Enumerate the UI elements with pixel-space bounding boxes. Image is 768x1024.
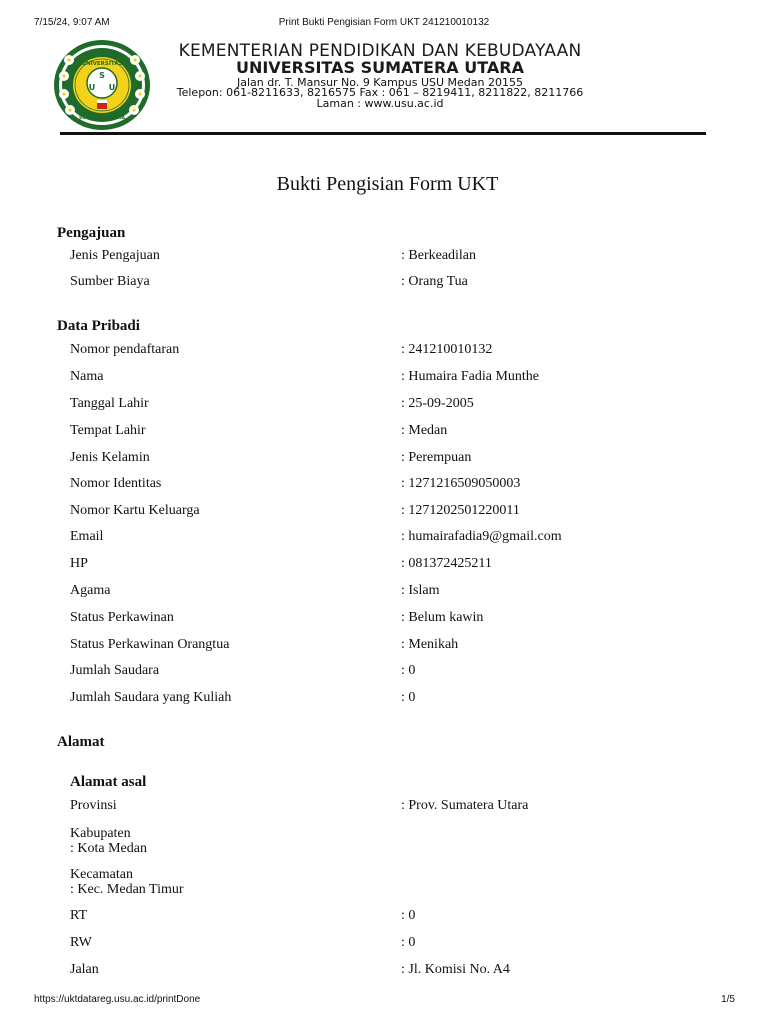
svg-text:U: U — [108, 83, 116, 92]
field-label: Kabupaten — [70, 826, 131, 841]
section-heading-alamat: Alamat — [57, 734, 105, 750]
university-phone: Telepon: 061-8211633, 8216575 Fax : 061 – 8219411, 8211822, 8211766 — [176, 86, 584, 99]
print-datetime: 7/15/24, 9:07 AM — [34, 17, 110, 28]
field-row — [70, 248, 690, 266]
field-row — [70, 529, 690, 547]
field-value: : 0 — [401, 663, 415, 679]
field-value: : Kec. Medan Timur — [70, 882, 184, 897]
field-row-kecamatan — [70, 867, 184, 897]
field-value: : 0 — [401, 935, 415, 951]
field-row — [70, 610, 690, 628]
field-label: Status Perkawinan — [70, 610, 174, 625]
university-seal-logo — [52, 38, 152, 132]
field-value: : Belum kawin — [401, 610, 483, 626]
field-row-rw — [70, 935, 690, 953]
svg-text:U: U — [88, 83, 96, 92]
field-value: : 1271202501220011 — [401, 503, 520, 519]
field-label: Nomor Kartu Keluarga — [70, 503, 200, 518]
field-row — [70, 274, 690, 292]
field-value: : 1271216509050003 — [401, 476, 520, 492]
field-value: : 25-09-2005 — [401, 396, 474, 412]
field-row — [70, 503, 690, 521]
field-label: Status Perkawinan Orangtua — [70, 637, 230, 652]
university-address: Jalan dr. T. Mansur No. 9 Kampus USU Medan 20155 — [236, 76, 523, 89]
svg-text:S: S — [99, 71, 105, 80]
field-row-jalan — [70, 962, 690, 980]
field-label: Nomor pendaftaran — [70, 342, 180, 357]
university-website: Laman : www.usu.ac.id — [316, 97, 444, 110]
field-value: : Berkeadilan — [401, 248, 476, 264]
field-label: Nama — [70, 369, 104, 384]
field-row — [70, 342, 690, 360]
field-value: : 241210010132 — [401, 342, 492, 358]
field-row — [70, 690, 690, 708]
field-value: : Orang Tua — [401, 274, 468, 290]
field-label: Jalan — [70, 962, 99, 977]
field-row — [70, 583, 690, 601]
field-value: : 0 — [401, 908, 415, 924]
field-value: : 081372425211 — [401, 556, 492, 572]
field-row — [70, 423, 690, 441]
field-label: HP — [70, 556, 88, 571]
field-label: Provinsi — [70, 798, 117, 813]
letterhead-divider — [60, 132, 706, 135]
field-row — [70, 637, 690, 655]
field-row — [70, 556, 690, 574]
field-label: Agama — [70, 583, 111, 598]
field-value: : Humaira Fadia Munthe — [401, 369, 539, 385]
field-row — [70, 369, 690, 387]
field-value: : Prov. Sumatera Utara — [401, 798, 528, 814]
field-value: : Menikah — [401, 637, 458, 653]
field-value: : 0 — [401, 690, 415, 706]
field-label: Sumber Biaya — [70, 274, 150, 289]
field-label: Jenis Kelamin — [70, 450, 150, 465]
svg-text:SUMATERA UTARA: SUMATERA UTARA — [79, 116, 125, 121]
field-label: Email — [70, 529, 104, 544]
field-label: Tempat Lahir — [70, 423, 146, 438]
field-row — [70, 663, 690, 681]
field-row-provinsi — [70, 798, 690, 816]
field-value: : humairafadia9@gmail.com — [401, 529, 562, 545]
field-row-kabupaten — [70, 826, 147, 856]
print-footer — [0, 994, 768, 1008]
field-label: Jumlah Saudara yang Kuliah — [70, 690, 232, 705]
field-label: RW — [70, 935, 92, 950]
print-url: https://uktdatareg.usu.ac.id/printDone — [34, 994, 201, 1005]
print-header — [0, 17, 768, 31]
print-page-title: Print Bukti Pengisian Form UKT 241210010132 — [278, 17, 490, 28]
field-value: : Jl. Komisi No. A4 — [401, 962, 510, 978]
field-label: Kecamatan — [70, 867, 133, 882]
field-row — [70, 476, 690, 494]
field-row-rt — [70, 908, 690, 926]
field-row — [70, 396, 690, 414]
svg-text:UNIVERSITAS: UNIVERSITAS — [81, 61, 123, 67]
ministry-name: KEMENTERIAN PENDIDIKAN DAN KEBUDAYAAN — [178, 41, 582, 61]
field-label: RT — [70, 908, 88, 923]
field-value: : Islam — [401, 583, 440, 599]
section-heading-pengajuan: Pengajuan — [57, 225, 126, 241]
field-label: Nomor Identitas — [70, 476, 162, 491]
section-heading-data-pribadi: Data Pribadi — [57, 318, 140, 334]
document-title: Bukti Pengisian Form UKT — [276, 173, 499, 195]
field-value: : Medan — [401, 423, 447, 439]
field-label: Tanggal Lahir — [70, 396, 149, 411]
subsection-heading-alamat-asal: Alamat asal — [70, 774, 147, 790]
field-label: Jenis Pengajuan — [70, 248, 160, 263]
field-value: : Kota Medan — [70, 841, 147, 856]
print-page-number: 1/5 — [721, 994, 735, 1005]
university-name: UNIVERSITAS SUMATERA UTARA — [235, 58, 525, 77]
field-row — [70, 450, 690, 468]
field-label: Jumlah Saudara — [70, 663, 160, 678]
field-value: : Perempuan — [401, 450, 471, 466]
